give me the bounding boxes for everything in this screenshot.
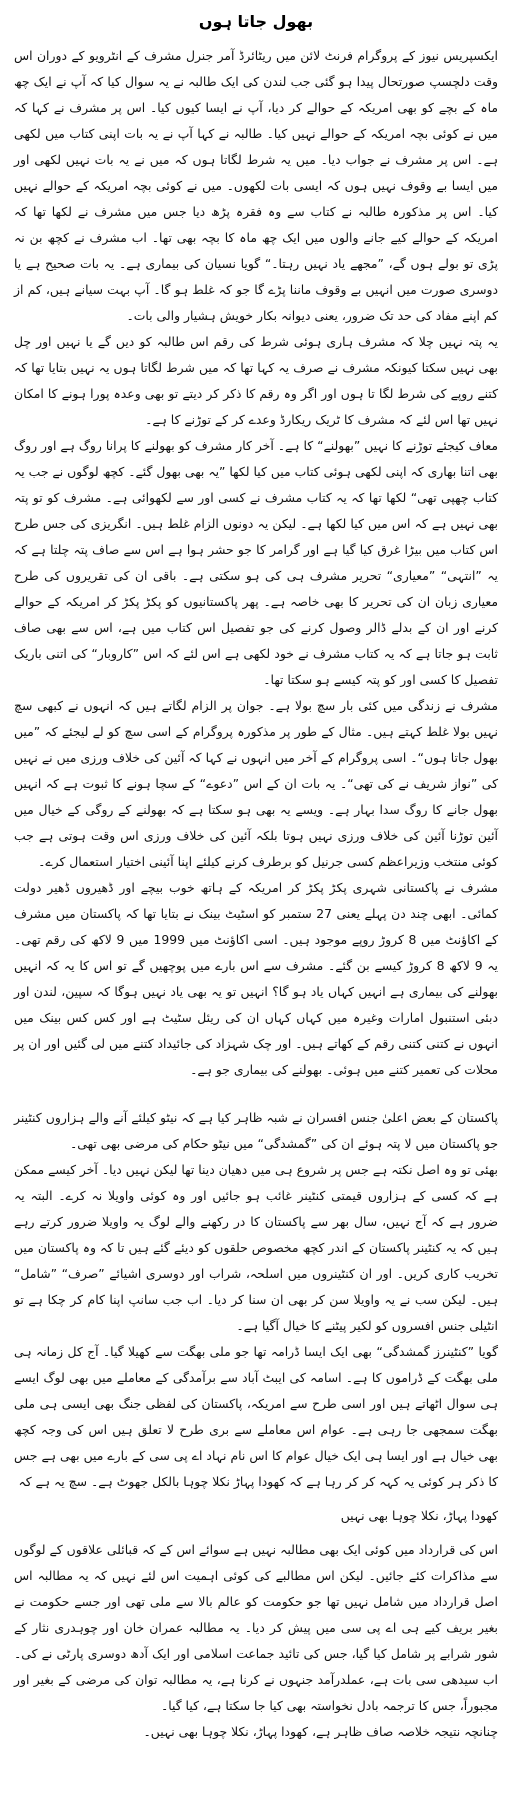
paragraph-8: گویا ”کنٹینرز گمشدگی“ بھی ایک ایسا ڈرامہ تھا جو ملی بھگت سے کھیلا گیا۔ آج کل زمانہ ہی ملی بھگت کے ڈراموں کا ہے۔ اسامہ کی ایبٹ آباد سے برآمدگی کے معاملے میں بھی لوگ ایسے ہی سوال اٹھاتے ہیں اور اسی طرح سے امریکہ، پاکستان کی لفظی جنگ بھی ایسی ہی ملی بھگت سمجھی جا رہی ہے۔ عوام اس معاملے سے بری طرح لا تعلق ہیں اس کی وجہ کچھ بھی خیال ہے اور ایسا ہی ایک خیال عوام کا اس نام نہاد اے پی سی کے بارے میں بھی ہے جس کا ذکر ہر کوئی یہ کہہ کر کر رہا ہے کہ کھودا پہاڑ نکلا چوہا بالکل جھوٹ ہے۔ سچ یہ ہے کہ: [14, 1344, 498, 1489]
paragraph-1: ایکسپریس نیوز کے پروگرام فرنٹ لائن میں ریٹائرڈ آمر جنرل مشرف کے انٹرویو کے دوران اس وقت دلچسپ صورتحال پیدا ہو گئی جب لندن کی ایک طالبہ نے یہ سوال کیا کہ آپ نے ایک چھ ماہ کے بچے کو بھی امریکہ کے حوالے کر دیا، آپ نے ایسا کیوں کیا۔ اس پر مشرف نے کہا کہ میں نے کوئی بچہ امریکہ کے حوالے نہیں کیا۔ طالبہ نے کہا آپ نے یہ بات اپنی کتاب میں لکھی ہے۔ اس پر مشرف نے جواب دیا۔ میں یہ شرط لگاتا ہوں کہ میں نے یہ بات نہیں لکھی اور میں ایسا بے وقوف نہیں ہوں کہ ایسی بات لکھوں۔ میں نے کوئی بچہ امریکہ کے حوالے نہیں کیا۔ اس پر مذکورہ طالبہ نے کتاب سے وہ فقرہ پڑھ دیا جس میں مشرف نے لکھا تھا کہ امریکہ کے حوالے کیے جانے والوں میں ایک چھ ماہ کا بچہ بھی تھا۔ اب مشرف نے کچھ بن نہ پڑی تو بولے ہوں گے، ”مجھے یاد نہیں رہتا۔“ گویا نسیان کی بیماری ہے۔ یہ بات صحیح ہے یا دوسری صورت میں انہیں بے وقوف ماننا پڑے گا جو کہ غلط ہو گا۔ آپ بہت سیانے ہیں، کم از کم اپنے مفاد کی حد تک ضرور، یعنی دیوانہ بکار خویش ہشیار والی بات۔: [14, 48, 498, 323]
paragraph-7: بھئی تو وہ اصل نکتہ ہے جس پر شروع ہی میں دھیان دینا تھا لیکن نہیں دیا۔ آخر کیسے ممکن ہے کہ کسی کے ہزاروں قیمتی کنٹینر غائب ہو جائیں اور وہ کوئی واویلا نہ کرے۔ البتہ یہ ضرور ہے کہ آج نہیں، سال بھر سے پاکستان کا در رکھنے والے لوگ یہ واویلا ضرور کرتے رہے ہیں کہ یہ کنٹینر پاکستان کے اندر کچھ مخصوص حلقوں کو دیئے گئے ہیں تا کہ وہ پاکستان میں تخریب کاری کریں۔ اور ان کنٹینروں میں اسلحہ، شراب اور دوسری اشیائے ”صرف“ ”شامل“ ہیں۔ لیکن سب نے یہ واویلا سن کر بھی ان سنا کر دیا۔ اب جب سانپ اپنا کام کر چکا ہے تو انٹیلی جنس افسروں کو لکیر پیٹنے کا خیال آگیا ہے۔: [14, 1162, 498, 1333]
paragraph-4: مشرف نے زندگی میں کئی بار سچ بولا ہے۔ جوان پر الزام لگاتے ہیں کہ انہوں نے کبھی سچ نہیں بولا غلط کہتے ہیں۔ مثال کے طور پر مذکورہ پروگرام کے اسی سچ کو لے لیجئے کہ ”میں بھول جاتا ہوں“۔ اسی پروگرام کے آخر میں انہوں نے کہا کہ آئین کی خلاف ورزی میں نے نہیں کی ”نواز شریف نے کی تھی“۔ یہ بات ان کے اس ”دعوے“ کے سچا ہونے کا ثبوت ہے کہ انہیں بھول جانے کا روگ سدا بہار ہے۔ ویسے یہ بھی ہو سکتا ہے کہ بھولنے کے روگی کے خیال میں آئین توڑنا آئین کی خلاف ورزی نہیں ہوتا بلکہ آئین کی خلاف ورزی اس وقت ہوتی ہے جب کوئی منتخب وزیراعظم کسی جرنیل کو برطرف کرنے کیلئے اپنا آئینی اختیار استعمال کرے۔: [14, 698, 498, 869]
quote-line: کھودا پہاڑ، نکلا چوہا بھی نہیں: [340, 1508, 498, 1523]
quote-spacer: [14, 1495, 498, 1503]
quote-spacer-after: [14, 1529, 498, 1537]
article-title: بھول جاتا ہوں: [198, 12, 314, 31]
paragraph-10: چنانچہ نتیجہ خلاصہ صاف ظاہر ہے، کھودا پہاڑ، نکلا چوہا بھی نہیں۔: [143, 1724, 498, 1739]
paragraph-2: یہ پتہ نہیں چلا کہ مشرف ہاری ہوئی شرط کی رقم اس طالبہ کو دیں گے یا نہیں اور چل بھی نہیں سکتا کیونکہ مشرف نے صرف یہ کہا تھا کہ میں شرط لگاتا ہوں یہ نہیں بتایا تھا کہ کتنے روپے کی شرط لگا تا ہوں اور اگر وہ رقم کا ذکر کر دیتے تو بھی وعدہ پورا ہونے کا امکان نہیں تھا اس لئے کہ مشرف کا ٹریک ریکارڈ وعدے کر کے توڑنے کا ہے۔: [14, 334, 498, 427]
paragraph-6: پاکستان کے بعض اعلیٰ جنس افسران نے شبہ ظاہر کیا ہے کہ نیٹو کیلئے آنے والے ہزاروں کنٹینر جو پاکستان میں لا پتہ ہوئے ان کی ”گمشدگی“ میں نیٹو حکام کی مرضی بھی تھی۔: [14, 1110, 498, 1151]
section-spacer: [14, 1083, 498, 1105]
paragraph-3: معاف کیجئے توڑنے کا نہیں ”بھولنے“ کا ہے۔ آخر کار مشرف کو بھولنے کا پرانا روگ ہے اور روگ بھی اتنا بھاری کہ اپنی لکھی ہوئی کتاب میں کیا لکھا ”یہ بھی بھول گئے۔ کچھ لوگوں نے جب یہ کتاب چھپی تھی“ لکھا تھا کہ یہ کتاب مشرف نے کسی اور سے لکھوائی ہے۔ مشرف کو تو پتہ بھی نہیں ہے کہ اس میں کیا لکھا ہے۔ لیکن یہ دونوں الزام غلط ہیں۔ انگریزی کی جس طرح اس کتاب میں بیڑا غرق کیا گیا ہے اور گرامر کا جو حشر ہوا ہے اس سے صاف پتہ چلتا ہے کہ یہ ”انتہی“ ”معیاری“ تحریر مشرف ہی کی ہو سکتی ہے۔ باقی ان کی تقریروں کی طرح معیاری زبان ان کی تحریر کا بھی خاصہ ہے۔ پھر پاکستانیوں کو پکڑ پکڑ کر امریکہ کے حوالے کرنے اور ان کے بدلے ڈالر وصول کرنے کی جو تفصیل اس کتاب میں ہے، اس سے بھی صاف ثابت ہو جاتا ہے کہ یہ کتاب مشرف نے خود لکھی ہے اس لئے کہ اس ”کاروبار“ کی اتنی باریک تفصیل کا کسی اور کو پتہ کیسے ہو سکتا تھا۔: [14, 438, 498, 687]
paragraph-9: اس کی قرارداد میں کوئی ایک بھی مطالبہ نہیں ہے سوائے اس کے کہ قبائلی علاقوں کے لوگوں سے مذاکرات کئے جائیں۔ لیکن اس مطالبے کی کوئی اہمیت اس لئے نہیں کہ یہ مطالبہ اس اصل قرارداد میں شامل نہیں تھا جو حکومت کو عالم بالا سے ملی تھی اور جسے حکومت نے بغیر بریف کیے ہی اے پی سی میں پیش کر دیا۔ یہ مطالبہ عمران خان اور چوہدری نثار کے شور شرابے پر شامل کیا گیا، جس کی تائید جماعت اسلامی اور ایک آدھ دوسری پارٹی نے کی۔ اب سیدھی سی بات ہے، عملدرآمد جنہوں نے کرنا ہے، یہ مطالبہ توان کی مرضی کے بغیر اور مجبوراً، جس کا ترجمہ بادل نخواستہ بھی کیا جا سکتا ہے، کیا گیا۔: [14, 1542, 498, 1713]
paragraph-5: مشرف نے پاکستانی شہری پکڑ پکڑ کر امریکہ کے ہاتھ خوب بیچے اور ڈھیروں ڈھیر دولت کمائی۔ ابھی چند دن پہلے یعنی 27 ستمبر کو اسٹیٹ بینک نے بتایا تھا کہ پاکستان میں مشرف کے اکاؤنٹ میں 8 کروڑ روپے موجود ہیں۔ اسی اکاؤنٹ میں 1999 میں 9 لاکھ کی رقم تھی۔ یہ 9 لاکھ 8 کروڑ کیسے بن گئے۔ مشرف سے اس بارے میں پوچھیں گے تو اس کا یہ کہ انہیں بھولنے کی بیماری ہے انہیں کہاں یاد ہو گا؟ انہیں تو یہ بھی یاد نہیں ہوگا کہ سپین، لندن اور دبئی استنبول امارات وغیرہ میں کہاں کہاں ان کی ریئل سٹیٹ ہے اور کس کس بینک میں انہوں نے کتنی کتنی رقم کے کھاتے ہیں۔ اور چک شہزاد کی جائیداد کتنے میں لی گئیں اور ان پر محلات کی تعمیر کتنے میں ہوئی۔ بھولنے کی بیماری جو ہے۔: [14, 880, 499, 1077]
